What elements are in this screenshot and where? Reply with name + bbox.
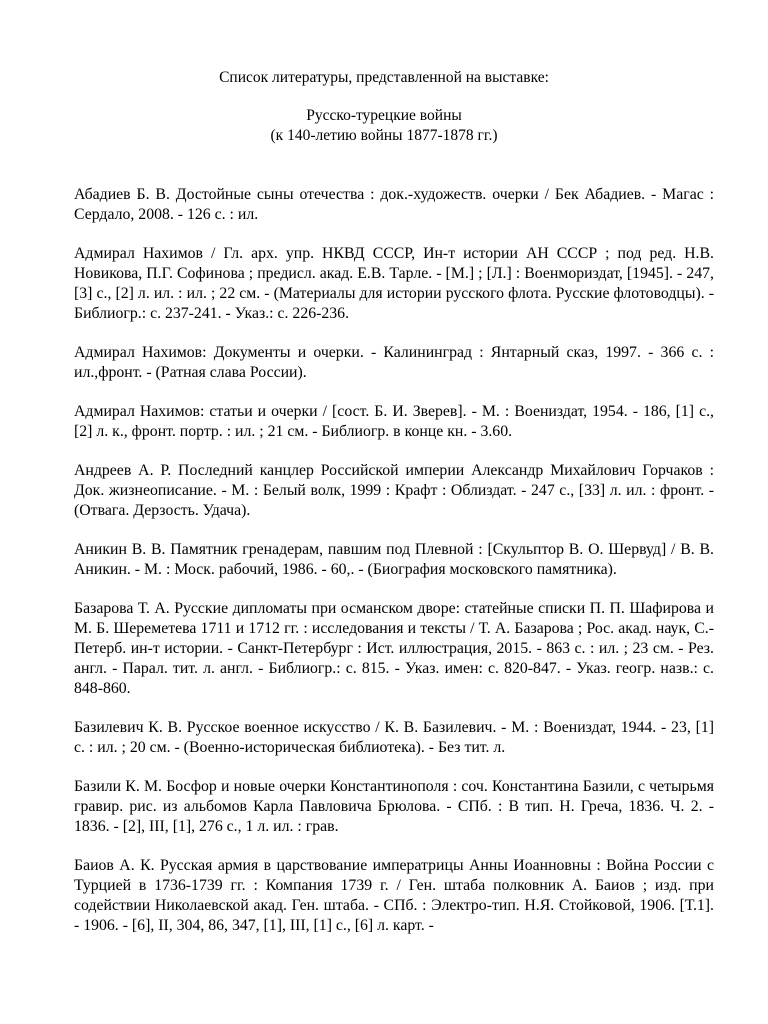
bibliography-entry: Базарова Т. А. Русские дипломаты при османском дворе: статейные списки П. П. Шафирова и М. Б. Шереметева 1711 и 1712 гг. : исследования и тексты / Т. А. Базарова ; Рос. акад. наук, С.-Петерб. ин-т истории. - Санкт-Петербург : Ист. иллюстрация, 2015. - 863 с. : ил. ; 23 см. - Рез. англ. - Парал. тит. л. англ. - Библиогр.: с. 815. - Указ. имен: с. 820-847. - Указ. геогр. назв.: с. 848-860. [74, 600, 714, 697]
bibliography-entry: Базили К. М. Босфор и новые очерки Константинополя : соч. Константина Базили, с четырьмя гравир. рис. из альбомов Карла Павловича Брюлова. - СПб. : В тип. Н. Греча, 1836. Ч. 2. - 1836. - [2], III, [1], 276 с., 1 л. ил. : грав. [74, 778, 714, 835]
bibliography-entry: Адмирал Нахимов / Гл. арх. упр. НКВД СССР, Ин-т истории АН СССР ; под ред. Н.В. Новикова, П.Г. Софинова ; предисл. акад. Е.В. Тарле. - [М.] ; [Л.] : Военмориздат, [1945]. - 247, [3] с., [2] л. ил. : ил. ; 22 см. - (Материалы для истории русского флота. Русские флотоводцы). - Библиогр.: с. 237-241. - Указ.: с. 226-236. [74, 245, 714, 322]
bibliography-entry: Адмирал Нахимов: Документы и очерки. - Калининград : Янтарный сказ, 1997. - 366 с. : ил.,фронт. - (Ратная слава России). [74, 344, 714, 381]
document-subtitle: Русско-турецкие войны [306, 107, 462, 124]
bibliography-entry: Аникин В. В. Памятник гренадерам, павшим под Плевной : [Скульптор В. О. Шервуд] / В. В. Аникин. - М. : Моск. рабочий, 1986. - 60,. - (Биография московского памятника). [74, 541, 714, 578]
bibliography-entry: Абадиев Б. В. Достойные сыны отечества : док.-художеств. очерки / Бек Абадиев. - Магас : Сердало, 2008. - 126 с. : ил. [74, 186, 714, 223]
bibliography-entry: Базилевич К. В. Русское военное искусство / К. В. Базилевич. - М. : Воениздат, 1944. - 23, [1] с. : ил. ; 20 см. - (Военно-историческая библиотека). - Без тит. л. [74, 719, 714, 756]
document-subtitle-note: (к 140-летию войны 1877-1878 гг.) [270, 127, 498, 144]
bibliography-list [74, 185, 714, 936]
bibliography-entry: Баиов А. К. Русская армия в царствование императрицы Анны Иоанновны : Война России с Турцией в 1736-1739 гг. : Компания 1739 г. / Ген. штаба полковник А. Баиов ; изд. при содействии Николаевской акад. Ген. штаба. - СПб. : Электро-тип. Н.Я. Стойковой, 1906. [Т.1]. - 1906. - [6], II, 304, 86, 347, [1], III, [1] с., [6] л. карт. - [74, 857, 714, 934]
document-title: Список литературы, представленной на выставке: [219, 69, 549, 86]
bibliography-entry: Андреев А. Р. Последний канцлер Российской империи Александр Михайлович Горчаков : Док. жизнеописание. - М. : Белый волк, 1999 : Крафт : Облиздат. - 247 с., [33] л. ил. : фронт. - (Отвага. Дерзость. Удача). [74, 462, 714, 519]
bibliography-entry: Адмирал Нахимов: статьи и очерки / [сост. Б. И. Зверев]. - М. : Воениздат, 1954. - 186, [1] с., [2] л. к., фронт. портр. : ил. ; 21 см. - Библиогр. в конце кн. - 3.60. [74, 403, 714, 440]
